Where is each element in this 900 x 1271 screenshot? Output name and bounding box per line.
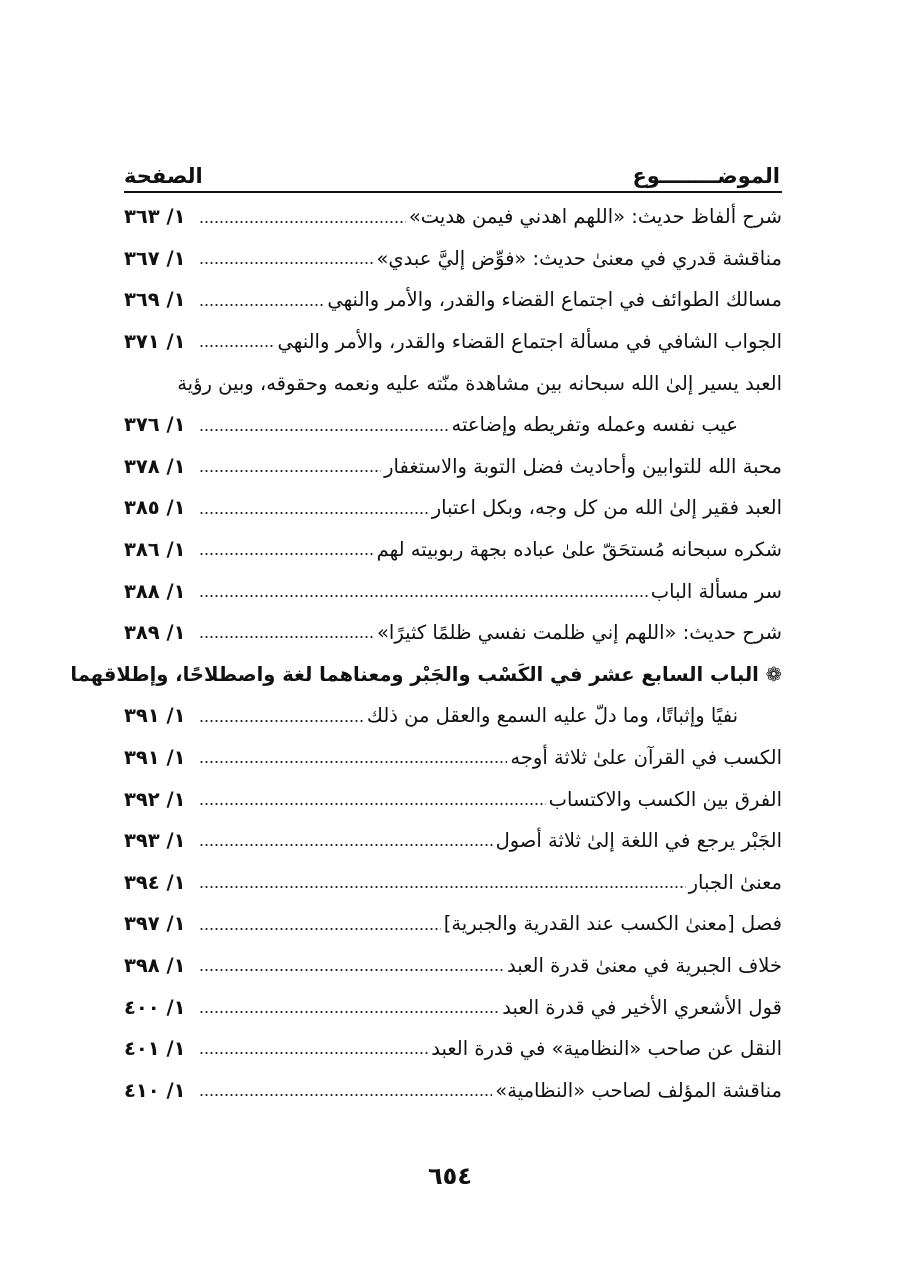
- toc-entry: [124, 612, 782, 654]
- toc-topic: مسالك الطوائف في اجتماع القضاء والقدر، والأمر والنهي: [327, 288, 782, 312]
- toc-topic: مناقشة قدري في معنىٰ حديث: «فوِّض إليَّ عبدي»: [376, 246, 782, 270]
- dot-leader: [199, 956, 504, 976]
- toc-entry: [124, 695, 782, 737]
- toc-topic: خلاف الجبرية في معنىٰ قدرة العبد: [506, 953, 782, 977]
- dot-leader: [199, 873, 686, 893]
- toc-topic: النقل عن صاحب «النظامية» في قدرة العبد: [431, 1037, 782, 1061]
- toc-topic: العبد يسير إلىٰ الله سبحانه بين مشاهدة منّته عليه ونعمه وحقوقه، وبين رؤية: [177, 371, 782, 395]
- toc-topic: فصل [معنىٰ الكسب عند القدرية والجبرية]: [443, 912, 782, 936]
- dot-leader: [199, 831, 493, 851]
- toc-topic: الجَبْر يرجع في اللغة إلىٰ ثلاثة أصول: [495, 829, 782, 853]
- toc-page-number: ١/ ٤١٠: [124, 1078, 186, 1102]
- toc-topic: مناقشة المؤلف لصاحب «النظامية»: [495, 1078, 782, 1102]
- toc-entry: [124, 945, 782, 987]
- toc-topic: شرح ألفاظ حديث: «اللهم اهدني فيمن هديت»: [408, 205, 782, 229]
- toc-entry: [124, 321, 782, 363]
- toc-entry: [124, 820, 782, 862]
- toc-page-number: ١/ ٣٨٥: [124, 496, 186, 520]
- toc-topic: عيب نفسه وعمله وتفريطه وإضاعته: [451, 413, 738, 437]
- toc-topic: محبة الله للتوابين وأحاديث فضل التوبة والاستغفار: [384, 454, 782, 478]
- dot-leader: [199, 540, 374, 560]
- toc-entry: [124, 1069, 782, 1111]
- toc-entry: [124, 529, 782, 571]
- toc-header: [124, 150, 780, 188]
- page-column-heading: الصفحة: [124, 164, 203, 188]
- toc-page-number: ١/ ٣٧١: [124, 330, 186, 354]
- toc-topic: سر مسألة الباب: [650, 579, 782, 603]
- toc-page-number: ١/ ٣٩٤: [124, 870, 186, 894]
- toc-entry: [124, 238, 782, 280]
- toc-entry: [124, 986, 782, 1028]
- toc-page-number: ١/ ٣٦٧: [124, 246, 186, 270]
- toc-page-number: ١/ ٣٨٦: [124, 538, 186, 562]
- dot-leader: [199, 332, 274, 352]
- toc-page-number: ١/ ٣٧٨: [124, 454, 186, 478]
- toc-entry: [124, 487, 782, 529]
- toc-page-number: ١/ ٣٩٣: [124, 829, 186, 853]
- toc-page-number: ١/ ٣٩٨: [124, 953, 186, 977]
- toc-entry: [124, 196, 782, 238]
- toc-page-number: ١/ ٣٧٦: [124, 413, 186, 437]
- dot-leader: [199, 789, 546, 809]
- dot-leader: [199, 1081, 492, 1101]
- toc-page-number: ١/ ٣٦٣: [124, 205, 186, 229]
- toc-topic: نفيًا وإثباتًا، وما دلّ عليه السمع والعقل من ذلك: [366, 704, 738, 728]
- toc-topic: الكسب في القرآن علىٰ ثلاثة أوجه: [510, 746, 782, 770]
- dot-leader: [199, 623, 374, 643]
- toc-entry: [124, 903, 782, 945]
- dot-leader: [199, 581, 648, 601]
- dot-leader: [199, 914, 441, 934]
- toc-page-number: ١/ ٣٩١: [124, 746, 186, 770]
- dot-leader: [199, 290, 324, 310]
- toc-entry: [124, 1028, 782, 1070]
- toc-page-number: ١/ ٣٨٩: [124, 621, 186, 645]
- dot-leader: [199, 415, 449, 435]
- chapter-heading: [70, 654, 782, 696]
- dot-leader: [199, 1039, 428, 1059]
- toc-entry-continued: [124, 362, 782, 404]
- toc-entry: [124, 778, 782, 820]
- toc-topic: شكره سبحانه مُستحَقّ علىٰ عباده بجهة ربوبيته لهم: [376, 538, 782, 562]
- dot-leader: [199, 997, 499, 1017]
- page-number: ٦٥٤: [428, 1162, 472, 1190]
- toc-entry: [124, 279, 782, 321]
- toc-page-number: ١/ ٤٠٠: [124, 995, 186, 1019]
- toc-topic: معنىٰ الجبار: [688, 870, 782, 894]
- dot-leader: [199, 249, 373, 269]
- toc-page-number: ١/ ٣٩١: [124, 704, 186, 728]
- toc-entry: [124, 862, 782, 904]
- toc-page-number: ١/ ٣٩٧: [124, 912, 186, 936]
- toc-topic: الفرق بين الكسب والاكتساب: [548, 787, 782, 811]
- dot-leader: [199, 498, 429, 518]
- toc-page-number: ١/ ٤٠١: [124, 1037, 186, 1061]
- topic-column-heading: الموضــــــــوع: [632, 164, 780, 188]
- toc-entry: [124, 570, 782, 612]
- toc-topic: قول الأشعري الأخير في قدرة العبد: [502, 995, 782, 1019]
- toc-entry: [124, 737, 782, 779]
- toc-page-number: ١/ ٣٨٨: [124, 579, 186, 603]
- chapter-title: ❁ الباب السابع عشر في الكَسْب والجَبْر ومعناهما لغة واصطلاحًا، وإطلاقهما: [70, 662, 782, 686]
- toc-topic: الجواب الشافي في مسألة اجتماع القضاء والقدر، والأمر والنهي: [277, 330, 782, 354]
- dot-leader: [199, 706, 364, 726]
- toc-entry: [124, 404, 782, 446]
- dot-leader: [199, 207, 406, 227]
- toc-topic: العبد فقير إلىٰ الله من كل وجه، وبكل اعتبار: [431, 496, 782, 520]
- dot-leader: [199, 457, 381, 477]
- toc-entry: [124, 446, 782, 488]
- dot-leader: [199, 748, 507, 768]
- header-divider: [124, 191, 782, 193]
- toc-page-number: ١/ ٣٦٩: [124, 288, 186, 312]
- toc-topic: شرح حديث: «اللهم إني ظلمت نفسي ظلمًا كثيرًا»: [376, 621, 782, 645]
- table-of-contents: [70, 196, 782, 1111]
- toc-page-number: ١/ ٣٩٢: [124, 787, 186, 811]
